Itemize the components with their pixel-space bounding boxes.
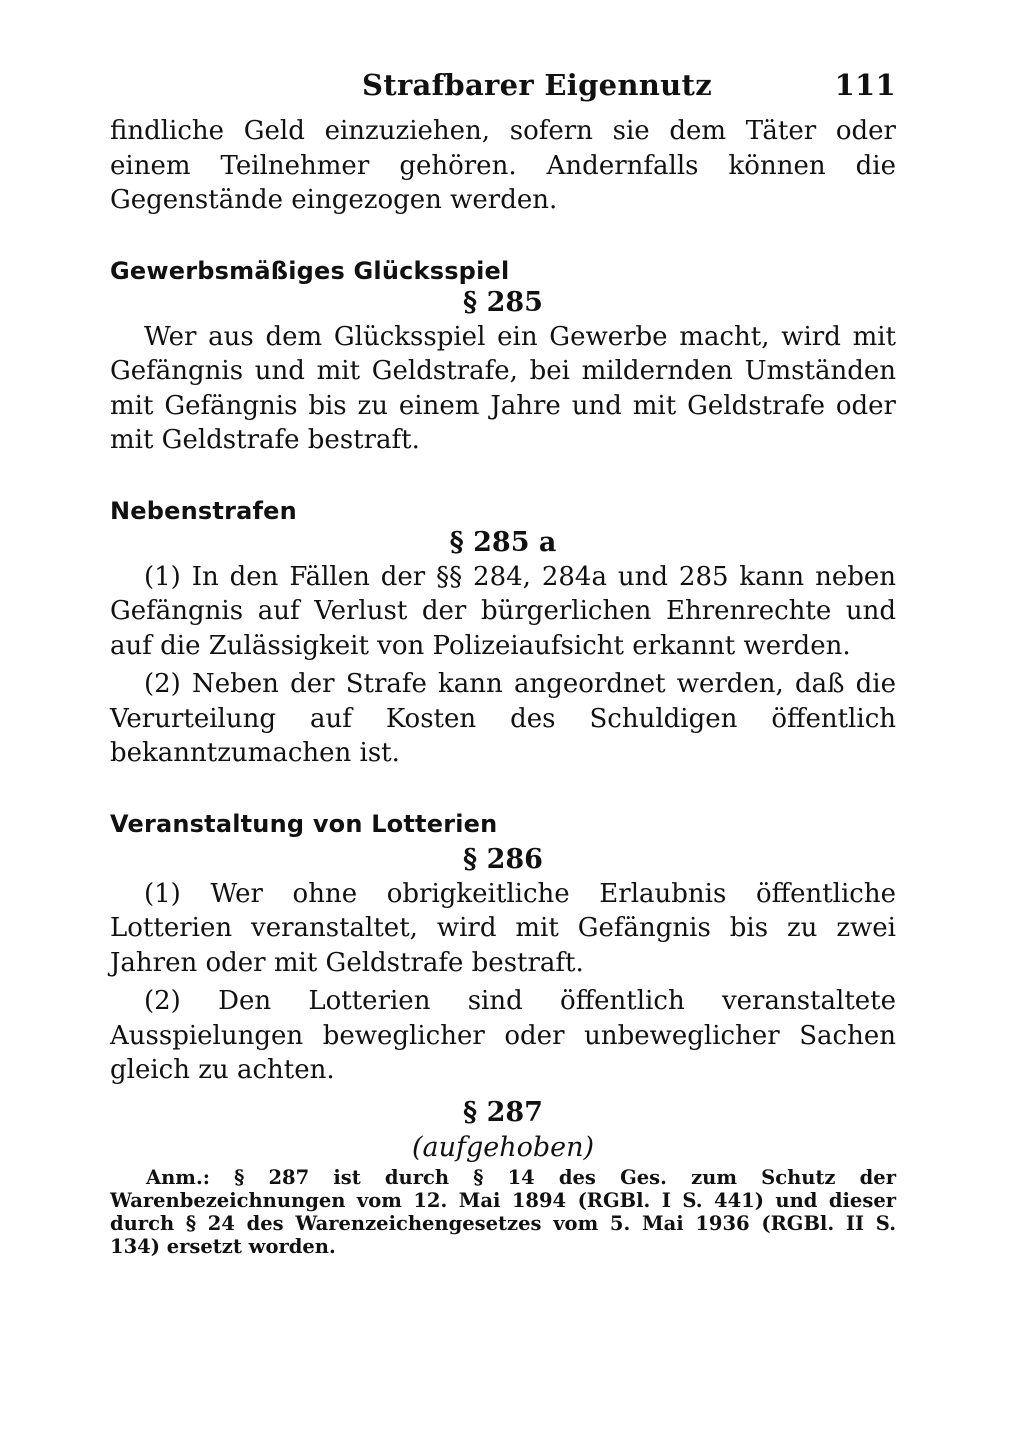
document-page bbox=[110, 68, 896, 1258]
section-287-status: (aufgehoben) bbox=[411, 1131, 595, 1163]
section-285a-number: § 285 a bbox=[449, 526, 557, 558]
section-285a-paragraph-2: (2) Neben der Strafe kann angeordnet werden, daß die Verurteilung auf Kosten des Schuldigen öffentlich bekanntzumachen ist. bbox=[110, 669, 896, 768]
section-286-number: § 286 bbox=[463, 843, 543, 875]
page-number: 111 bbox=[834, 68, 896, 102]
section-286-title: Veranstaltung von Lotterien bbox=[110, 809, 498, 838]
running-header bbox=[110, 68, 896, 114]
section-285a-paragraph-1: (1) In den Fällen der §§ 284, 284a und 285 kann neben Gefängnis auf Verlust der bürgerlichen Ehrenrechte und auf die Zulässigkeit von Polizeiaufsicht erkannt werden. bbox=[110, 561, 896, 661]
section-285a-title: Nebenstrafen bbox=[110, 496, 297, 525]
section-286-paragraph-2: (2) Den Lotterien sind öffentlich veranstaltete Ausspielungen beweglicher oder unbeweglicher Sachen gleich zu achten. bbox=[110, 986, 896, 1085]
section-285-text: Wer aus dem Glücksspiel ein Gewerbe macht, wird mit Gefängnis und mit Geldstrafe, bei mildernden Umständen mit Gefängnis bis zu einem Jahre und mit Geldstrafe oder mit Geldstrafe bestraft. bbox=[110, 321, 896, 455]
section-287-number: § 287 bbox=[463, 1096, 543, 1128]
continuation-paragraph: findliche Geld einzuziehen, sofern sie dem Täter oder einem Teilnehmer gehören. Andernfalls können die Gegenstände eingezogen werden. bbox=[110, 116, 896, 215]
note-text: § 287 ist durch § 14 des Ges. zum Schutz der Warenbezeichnungen vom 12. Mai 1894 (RGBl. I S. 441) und dieser durch § 24 des Warenzeichengesetzes vom 5. Mai 1936 (RGBl. II S. 134) ersetzt worden. bbox=[110, 1165, 896, 1258]
running-title: Strafbarer Eigennutz bbox=[362, 68, 713, 102]
section-286-paragraph-1: (1) Wer ohne obrigkeitliche Erlaubnis öffentliche Lotterien veranstaltet, wird mit Gefängnis bis zu zwei Jahren oder mit Geldstrafe bestraft. bbox=[110, 878, 896, 978]
note-label: Anm.: bbox=[146, 1165, 210, 1189]
section-285-title: Gewerbsmäßiges Glücksspiel bbox=[110, 256, 510, 285]
section-285-number: § 285 bbox=[463, 286, 543, 318]
section-287-note bbox=[110, 1166, 896, 1258]
